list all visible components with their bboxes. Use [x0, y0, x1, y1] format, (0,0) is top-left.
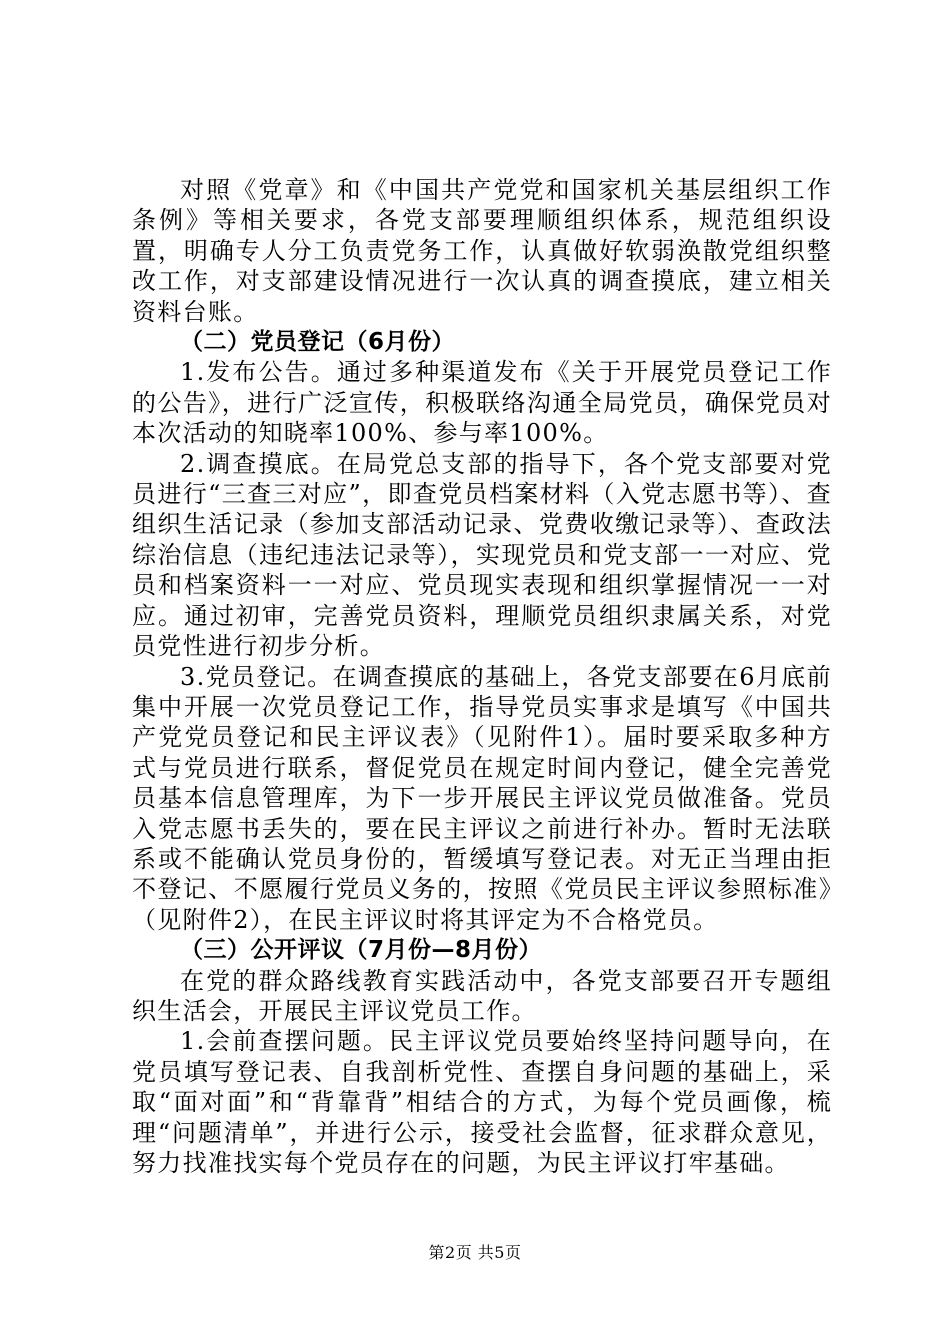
- document-body: [132, 175, 832, 1178]
- paragraph-publish-notice: 1.发布公告。通过多种渠道发布《关于开展党员登记工作的公告》，进行广泛宣传，积极联络沟通全局党员，确保党员对本次活动的知晓率100%、参与率100%。: [132, 358, 832, 448]
- heading-public-review: （三）公开评议（7月份—8月份）: [180, 937, 543, 964]
- paragraph-investigation: 2.调查摸底。在局党总支部的指导下，各个党支部要对党员进行“三查三对应”，即查党员档案材料（入党志愿书等）、查组织生活记录（参加支部活动记录、党费收缴记录等）、查政法综治信息（违纪违法记录等），实现党员和党支部一一对应、党员和档案资料一一对应、党员现实表现和组织掌握情况一一对应。通过初审，完善党员资料，理顺党员组织隶属关系，对党员党性进行初步分析。: [132, 449, 832, 661]
- paragraph-review-intro: 在党的群众路线教育实践活动中，各党支部要召开专题组织生活会，开展民主评议党员工作。: [132, 966, 832, 1025]
- page-number-footer: 第2页 共5页: [428, 1243, 522, 1262]
- paragraph-registration: 3.党员登记。在调查摸底的基础上，各党支部要在6月底前集中开展一次党员登记工作，指导党员实事求是填写《中国共产党党员登记和民主评议表》（见附件1）。届时要采取多种方式与党员进行联系，督促党员在规定时间内登记，健全完善党员基本信息管理库，为下一步开展民主评议党员做准备。党员入党志愿书丢失的，要在民主评议之前进行补办。暂时无法联系或不能确认党员身份的，暂缓填写登记表。对无正当理由拒不登记、不愿履行党员义务的，按照《党员民主评议参照标准》（见附件2），在民主评议时将其评定为不合格党员。: [132, 662, 832, 934]
- paragraph-org-structure: 对照《党章》和《中国共产党党和国家机关基层组织工作条例》等相关要求，各党支部要理顺组织体系，规范组织设置，明确专人分工负责党务工作，认真做好软弱涣散党组织整改工作，对支部建设情况进行一次认真的调查摸底，建立相关资料台账。: [132, 176, 832, 326]
- paragraph-pre-meeting-issues: 1.会前查摆问题。民主评议党员要始终坚持问题导向，在党员填写登记表、自我剖析党性、查摆自身问题的基础上，采取“面对面”和“背靠背”相结合的方式，为每个党员画像，梳理“问题清单”，并进行公示，接受社会监督，征求群众意见，努力找准找实每个党员存在的问题，为民主评议打牢基础。: [132, 1027, 832, 1177]
- heading-member-registration: （二）党员登记（6月份）: [180, 329, 456, 356]
